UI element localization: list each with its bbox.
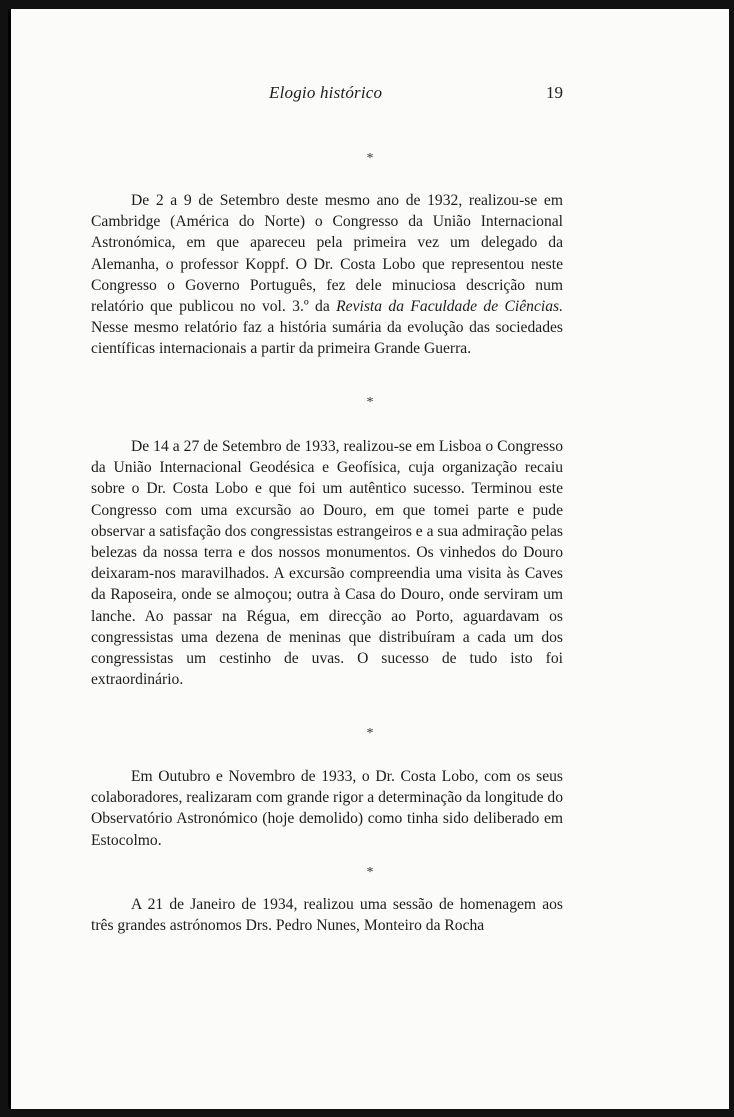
page-number: 19 (546, 83, 563, 102)
running-title: Elogio histórico (269, 83, 383, 102)
paragraph-congress-lisboa: De 14 a 27 de Setembro de 1933, realizou-se em Lisboa o Congresso da União Internacional Geodésica e Geofísica, cuja organização recaiu sobre o Dr. Costa Lobo e que foi um autêntico sucesso. Terminou este Congresso com uma excursão ao Douro, em que tomei parte e pude observar a satisfação dos congressistas estrangeiros e a sua admiração pelas belezas da nossa terra e dos nossos monumentos. Os vinhedos do Douro deixaram-nos maravilhados. A excursão compreendia uma visita às Caves da Raposeira, onde se almoçou; outra à Casa do Douro, onde serviram um lanche. Ao passar na Régua, em direcção ao Porto, aguardavam os congressistas uma dezena de meninas que distribuíram a cada um dos congressistas um cestinho de uvas. O sucesso de tudo isto foi extraordinário. (91, 438, 563, 689)
paragraph-homage: A 21 de Janeiro de 1934, realizou uma sessão de homenagem aos três grandes astrónomos Drs. Pedro Nunes, Monteiro da Rocha (91, 896, 563, 935)
section-separator: * (366, 151, 374, 166)
paragraph-longitude: Em Outubro e Novembro de 1933, o Dr. Costa Lobo, com os seus colaboradores, realizaram com grande rigor a determinação da longitude do Observatório Astronómico (hoje demolido) como tinha sido deliberado em Estocolmo. (91, 768, 563, 849)
paragraph-text: Nesse mesmo relatório faz a história sumária da evolução das sociedades científicas internacionais a partir da primeira Grande Guerra. (91, 319, 563, 358)
paragraph-text: De 2 a 9 de Setembro deste mesmo ano de 1932, realizou-se em Cambridge (América do Norte) o Congresso da União Internacional Astronómica, em que apareceu pela primeira vez um delegado da Alemanha, o professor Koppf. O Dr. Costa Lobo que representou neste Congresso o Governo Português, fez dele minuciosa descrição num relatório que publicou no vol. 3.º da (91, 192, 563, 316)
journal-title: Revista da Faculdade de Ciências. (336, 298, 563, 316)
section-separator: * (366, 726, 374, 741)
section-separator: * (366, 865, 374, 880)
paragraph-congress-cambridge (91, 190, 563, 360)
section-separator: * (366, 395, 374, 410)
page-header (11, 83, 729, 107)
document-page (8, 9, 729, 1109)
